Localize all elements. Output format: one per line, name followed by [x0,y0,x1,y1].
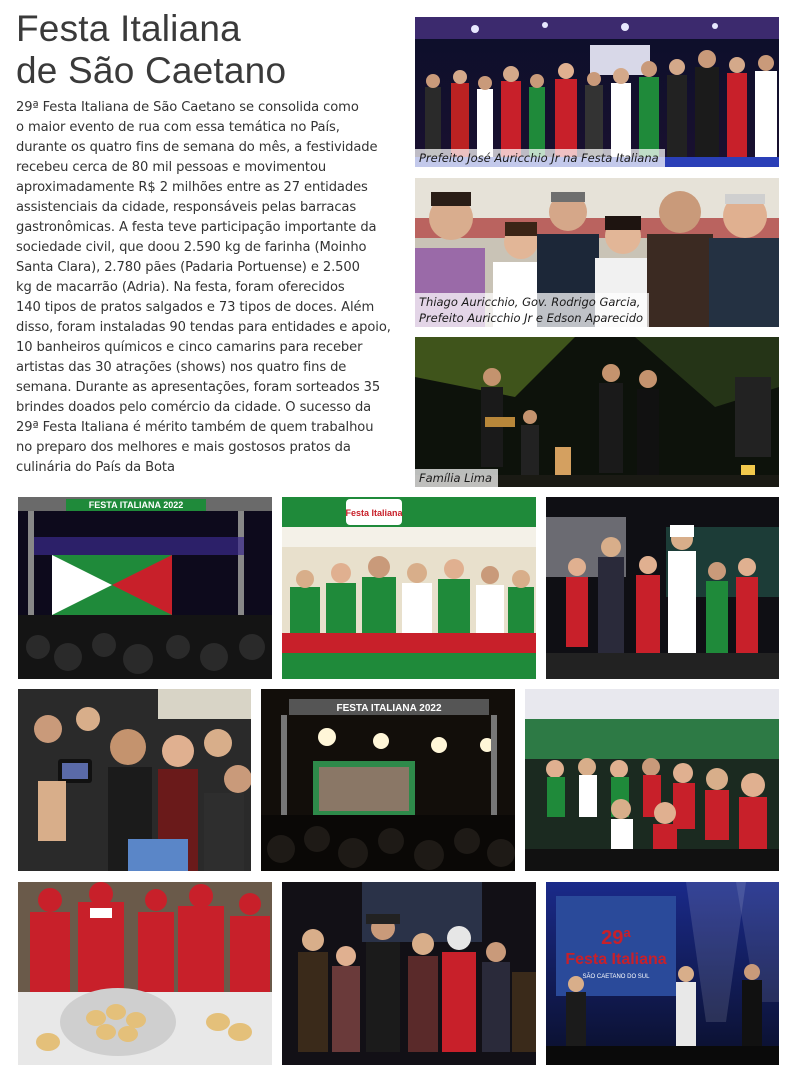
body-line: disso, foram instaladas 90 tendas para entidades e apoio, [16,320,391,335]
photo-mayor-on-stage [415,17,779,167]
food-stand-illustration [282,497,536,679]
body-line: 29ª Festa Italiana é mérito também de quem trabalhou [16,420,374,435]
photo-main-stage [18,497,272,679]
photo-familia-lima [415,337,779,487]
body-line: 10 banheiros químicos e cinco camarins para receber [16,340,363,355]
body-line: no preparo dos melhores e mais gostosos pratos da [16,440,351,455]
photo-selfie-crowd [18,689,251,871]
stage-banner-text: FESTA ITALIANA 2022 [88,500,184,510]
article-body [16,98,398,478]
children-choir-illustration [525,689,779,871]
cooks-frying-illustration [18,882,272,1065]
body-line: brindes doados pelo comércio da cidade. O sucesso da [16,400,372,415]
photo-cooks-frying [18,882,272,1065]
body-line: culinária do País da Bota [16,460,175,475]
night-stage-illustration [261,689,515,871]
photo-costumed-performers [546,497,779,679]
costumed-performers-illustration [546,497,779,679]
body-line: recebeu cerca de 80 mil pessoas e movimentou [16,160,327,175]
body-line: assistenciais da cidade, responsáveis pelas barracas [16,200,357,215]
stage-crowd-illustration [415,17,779,167]
photo-caption-line-2: Prefeito Auricchio Jr e Edson Aparecido [419,311,644,325]
photo-officials [415,178,779,327]
body-line: artistas das 30 atrações (shows) nos quatro fins de [16,360,347,375]
body-line: kg de macarrão (Adria). Na festa, foram oferecidos [16,280,345,295]
body-line: semana. Durante as apresentações, foram sorteados 35 [16,380,381,395]
photo-caption: Prefeito José Auricchio Jr na Festa Italiana [415,149,665,167]
body-line: o maior evento de rua com essa temática no País, [16,120,340,135]
photo-caption: Família Lima [415,469,498,487]
body-line: aproximadamente R$ 2 milhões entre as 27 entidades [16,180,368,195]
article-title-line-2: de São Caetano [16,50,287,91]
costume-parade-illustration [282,882,536,1065]
main-stage-illustration [18,497,272,679]
finale-stage-illustration [546,882,779,1065]
photo-caption [415,293,649,327]
photo-caption-line-1: Thiago Auricchio, Gov. Rodrigo Garcia, [419,295,641,309]
stage-banner-text: FESTA ITALIANA 2022 [336,703,442,714]
body-line: durante os quatro fins de semana do mês, a festividade [16,140,378,155]
body-line: Santa Clara), 2.780 pães (Padaria Portuense) e 2.500 [16,260,360,275]
photo-finale-stage [546,882,779,1065]
photo-costume-parade [282,882,536,1065]
body-line: gastronômicas. A festa teve participação importante da [16,220,377,235]
finale-logo-city: SÃO CAETANO DO SUL [582,974,650,980]
finale-logo-number: 29ª [601,927,631,949]
photo-children-choir [525,689,779,871]
finale-logo-text: Festa Italiana [565,951,667,968]
photo-night-stage [261,689,515,871]
selfie-crowd-illustration [18,689,251,871]
body-line: 140 tipos de pratos salgados e 73 tipos de doces. Além [16,300,375,315]
body-line: 29ª Festa Italiana de São Caetano se consolida como [16,100,359,115]
stand-logo-text: Festa Italiana [345,508,403,518]
body-line: sociedade civil, que doou 2.590 kg de farinha (Moinho [16,240,367,255]
band-on-stage-illustration [415,337,779,487]
photo-food-stand [282,497,536,679]
article-title [16,8,406,92]
article-title-line-1: Festa Italiana [16,8,241,49]
